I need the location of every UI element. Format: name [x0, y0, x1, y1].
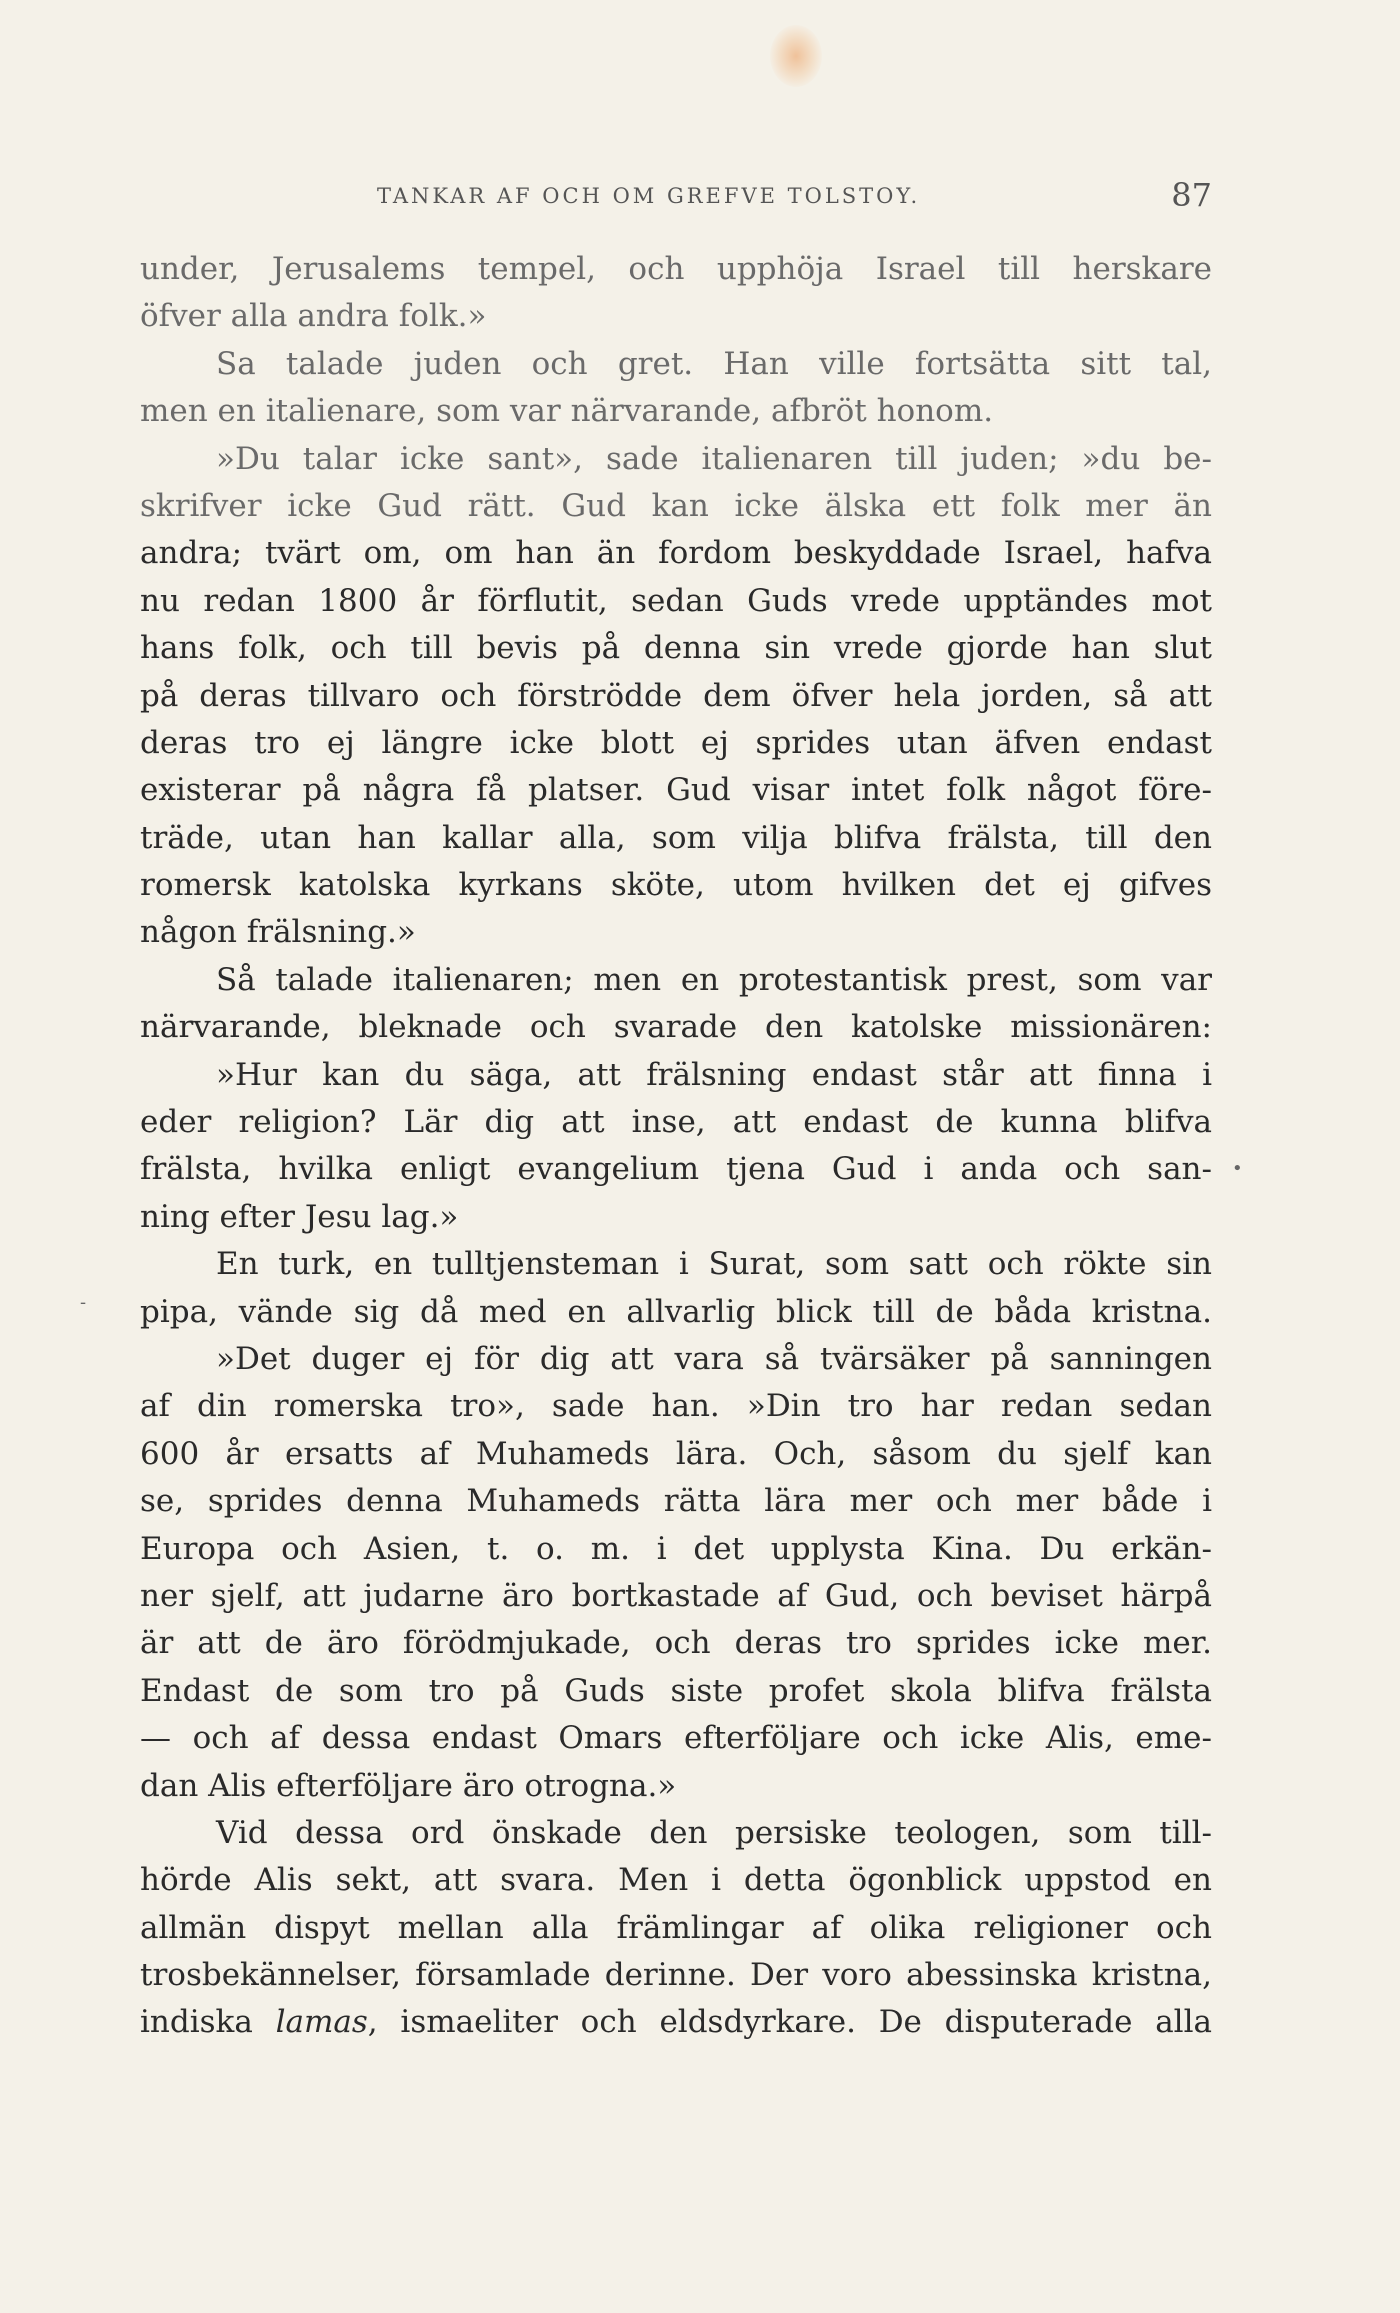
text-line: är att de äro förödmjukade, och deras tro sprides icke mer. — [140, 1625, 1212, 1662]
text-line: frälsta, hvilka enligt evangelium tjena Gud i anda och san- — [140, 1151, 1212, 1188]
running-title: TANKAR AF OCH OM GREFVE TOLSTOY. — [377, 184, 921, 208]
text-fragment: , ismaeliter och eldsdyrkare. De disputerade alla — [367, 2004, 1212, 2041]
text-line — [140, 1999, 1212, 2046]
text-line: »Du talar icke sant», sade italienaren till juden; »du be- — [216, 440, 1212, 477]
text-line: hörde Alis sekt, att svara. Men i detta ögonblick uppstod en — [140, 1862, 1212, 1899]
text-line: pipa, vände sig då med en allvarlig blick till de båda kristna. — [140, 1293, 1212, 1330]
text-line: på deras tillvaro och förströdde dem öfver hela jorden, så att — [140, 677, 1212, 714]
text-line: öfver alla andra folk.» — [140, 298, 487, 335]
text-line: Vid dessa ord önskade den persiske teologen, som till- — [216, 1814, 1212, 1851]
text-line: af din romerska tro», sade han. »Din tro har redan sedan — [140, 1388, 1212, 1425]
paper-stain — [770, 25, 822, 87]
text-line: eder religion? Lär dig att inse, att endast de kunna blifva — [140, 1104, 1212, 1141]
text-fragment: indiska — [140, 2004, 253, 2041]
body-text — [140, 246, 1212, 2047]
text-line: 600 år ersatts af Muhameds lära. Och, såsom du sjelf kan — [140, 1435, 1212, 1472]
text-line: träde, utan han kallar alla, som vilja blifva frälsta, till den — [140, 819, 1212, 856]
text-line: någon frälsning.» — [140, 914, 416, 951]
text-line: dan Alis efterföljare äro otrogna.» — [140, 1767, 677, 1804]
text-line: Sa talade juden och gret. Han ville fortsätta sitt tal, — [216, 345, 1212, 382]
page-number: 87 — [1171, 176, 1212, 214]
text-line: men en italienare, som var närvarande, afbröt honom. — [140, 393, 994, 430]
text-line: romersk katolska kyrkans sköte, utom hvilken det ej gifves — [140, 867, 1212, 904]
text-line: ning efter Jesu lag.» — [140, 1198, 459, 1235]
margin-mark: • — [1232, 1158, 1243, 1179]
text-line: — och af dessa endast Omars efterföljare och icke Alis, eme- — [140, 1720, 1212, 1757]
italic-term: lamas — [275, 2004, 368, 2041]
text-line: Så talade italienaren; men en protestantisk prest, som var — [216, 961, 1212, 998]
text-line: »Det duger ej för dig att vara så tvärsäker på sanningen — [216, 1340, 1212, 1377]
text-line: Europa och Asien, t. o. m. i det upplysta Kina. Du erkän- — [140, 1530, 1212, 1567]
text-line: trosbekännelser, församlade derinne. Der voro abessinska kristna, — [140, 1957, 1212, 1994]
text-line: »Hur kan du säga, att frälsning endast står att finna i — [216, 1056, 1212, 1093]
text-line: hans folk, och till bevis på denna sin vrede gjorde han slut — [140, 630, 1212, 667]
text-line: andra; tvärt om, om han än fordom beskyddade Israel, hafva — [140, 535, 1212, 572]
text-line: nu redan 1800 år förflutit, sedan Guds vrede upptändes mot — [140, 582, 1212, 619]
text-line: deras tro ej längre icke blott ej sprides utan äfven endast — [140, 724, 1212, 761]
text-line: se, sprides denna Muhameds rätta lära mer och mer både i — [140, 1483, 1212, 1520]
running-header — [140, 176, 1212, 220]
text-line: En turk, en tulltjensteman i Surat, som satt och rökte sin — [216, 1246, 1212, 1283]
text-line: allmän dispyt mellan alla främlingar af olika religioner och — [140, 1909, 1212, 1946]
text-line: existerar på några få platser. Gud visar intet folk något före- — [140, 772, 1212, 809]
text-line: skrifver icke Gud rätt. Gud kan icke älska ett folk mer än — [140, 487, 1212, 524]
text-line: ner sjelf, att judarne äro bortkastade af Gud, och beviset härpå — [140, 1577, 1212, 1614]
text-line: Endast de som tro på Guds siste profet skola blifva frälsta — [140, 1672, 1212, 1709]
text-line: under, Jerusalems tempel, och upphöja Israel till herskare — [140, 251, 1212, 287]
margin-mark: - — [80, 1292, 87, 1313]
text-line: närvarande, bleknade och svarade den katolske missionären: — [140, 1009, 1212, 1046]
